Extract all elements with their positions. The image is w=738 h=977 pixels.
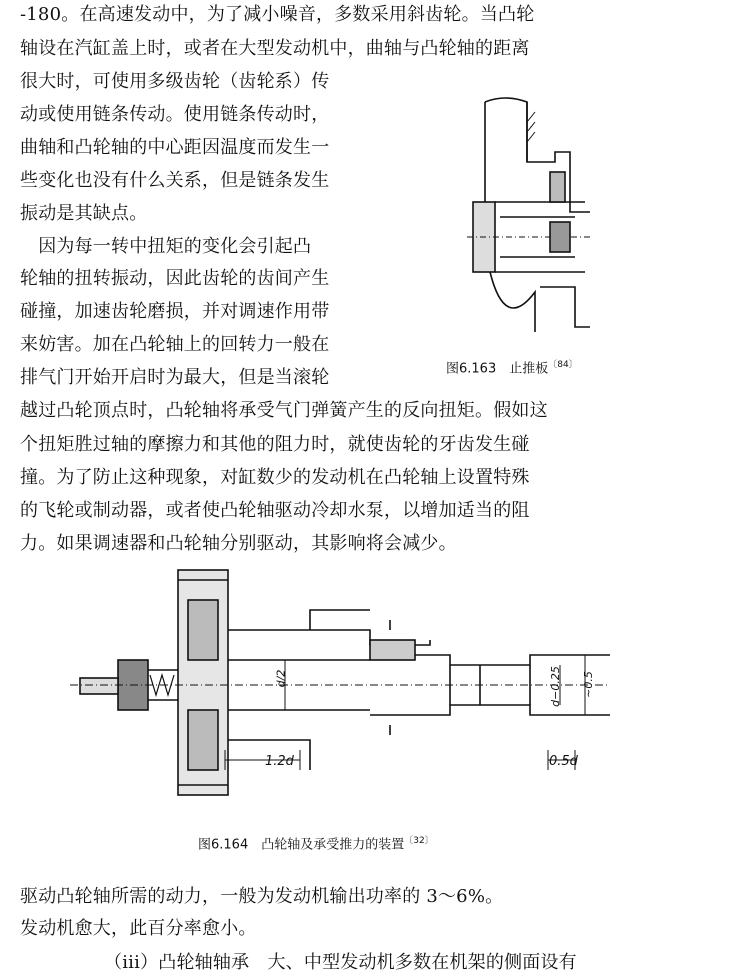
text-line: 的飞轮或制动器，或者使凸轮轴驱动冷却水泵，以增加适当的阻 xyxy=(20,500,530,521)
text-line: 撞。为了防止这种现象，对缸数少的发动机在凸轮轴上设置特殊 xyxy=(20,467,530,488)
text-line: 越过凸轮顶点时，凸轮轴将承受气门弹簧产生的反向扭矩。假如这 xyxy=(20,400,548,421)
text-line: 因为每一转中扭矩的变化会引起凸 xyxy=(20,236,312,257)
figure-6-163-caption xyxy=(446,357,578,376)
text-line: 力。如果调速器和凸轮轴分别驱动，其影响将会减少。 xyxy=(20,533,457,554)
text-line: 很大时，可使用多级齿轮（齿轮系）传 xyxy=(20,71,330,92)
dim-label: 0.5d xyxy=(549,754,578,769)
text-line: 发动机愈大，此百分率愈小。 xyxy=(20,918,257,939)
caption-text: 图6.163 止推板 xyxy=(446,361,549,377)
dim-label: d/2 xyxy=(274,669,288,688)
text-line: 个扭矩胜过轴的摩擦力和其他的阻力时，就使齿轮的牙齿发生碰 xyxy=(20,434,530,455)
text-line: 排气门开始开启时为最大，但是当滚轮 xyxy=(20,367,330,388)
caption-reference: 〔84〕 xyxy=(548,360,578,370)
text-line: （iii）凸轮轴轴承 大、中型发动机多数在机架的侧面设有 xyxy=(104,952,577,973)
text-line: 轴设在汽缸盖上时，或者在大型发动机中，曲轴与凸轮轴的距离 xyxy=(20,38,530,59)
text-line: 曲轴和凸轮轴的中心距因温度而发生一 xyxy=(20,137,330,158)
text-line: 碰撞，加速齿轮磨损，并对调速作用带 xyxy=(20,301,330,322)
dim-label: d−0.25 xyxy=(548,666,562,707)
text-line: 动或使用链条传动。使用链条传动时， xyxy=(20,104,330,125)
text-line: 些变化也没有什么关系，但是链条发生 xyxy=(20,170,330,191)
text-line: 轮轴的扭转振动，因此齿轮的齿间产生 xyxy=(20,268,330,289)
figure-6-163-drawing xyxy=(465,92,595,337)
text-line: 来妨害。加在凸轮轴上的回转力一般在 xyxy=(20,334,330,355)
text-line: 驱动凸轮轴所需的动力，一般为发动机输出功率的 3～6%。 xyxy=(20,886,504,907)
caption-reference: 〔32〕 xyxy=(404,836,434,846)
figure-6-164-caption xyxy=(198,833,434,852)
figure-6-164-drawing xyxy=(70,570,610,800)
text-line: -180。在高速发动中，为了减小噪音，多数采用斜齿轮。当凸轮 xyxy=(20,4,535,25)
dim-label: 1.2d xyxy=(265,754,294,769)
dim-label: ∼0.5 xyxy=(581,671,595,698)
caption-text: 图6.164 凸轮轴及承受推力的装置 xyxy=(198,837,405,853)
text-line: 振动是其缺点。 xyxy=(20,203,148,224)
